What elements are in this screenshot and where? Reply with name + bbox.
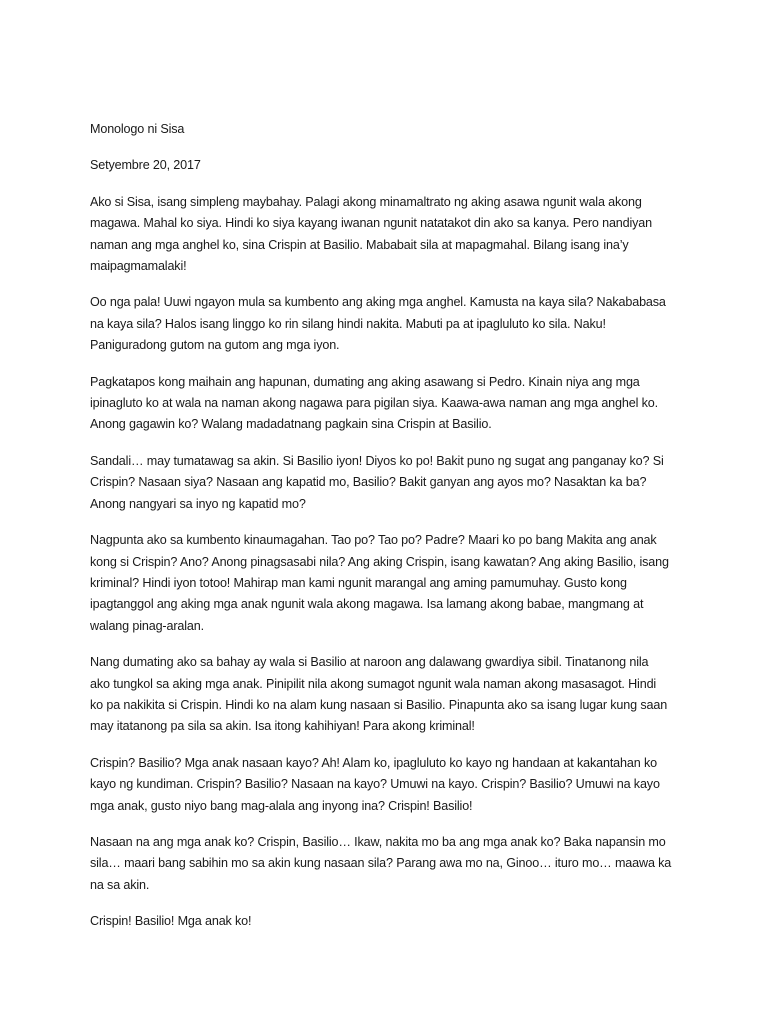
paragraph-9 [90,911,680,932]
paragraph-line: magawa. Mahal ko siya. Hindi ko siya kayang iwanan ngunit natatakot din ako sa kanya. Pero nandiyan [90,216,653,231]
paragraph-line: Crispin! Basilio! Mga anak ko! [90,914,252,929]
document-body [90,119,680,948]
paragraph-8 [90,832,680,896]
paragraph-line: may itatanong pa sila sa akin. Isa itong kahihiyan! Para akong kriminal! [90,719,475,734]
paragraph-line: Nagpunta ako sa kumbento kinaumagahan. Tao po? Tao po? Padre? Maari ko po bang Makita ang anak [90,533,657,548]
paragraph-line: ipagtanggol ang aking mga anak ngunit wala akong magawa. Isa lamang akong babae, mangmang at [90,597,644,612]
paragraph-1 [90,192,680,278]
paragraph-line: Paniguradong gutom na gutom ang mga iyon. [90,338,340,353]
paragraph-line: Ako si Sisa, isang simpleng maybahay. Palagi akong minamaltrato ng aking asawa ngunit wala akong [90,194,642,209]
paragraph-6 [90,652,680,738]
paragraph-line: sila… maari bang sabihin mo sa akin kung nasaan sila? Parang awa mo na, Ginoo… ituro mo… maawa ka [90,856,672,871]
paragraph-line: Nang dumating ako sa bahay ay wala si Basilio at naroon ang dalawang gwardiya sibil. Tinatanong nila [90,655,649,670]
paragraph-line: maipagmamalaki! [90,259,187,274]
paragraph-line: ako tungkol sa aking mga anak. Pinipilit nila akong sumagot ngunit wala naman akong masasagot. Hindi [90,676,657,691]
paragraph-line: kong si Crispin? Ano? Anong pinagsasabi nila? Ang aking Crispin, isang kawatan? Ang aking Basilio, isang [90,554,669,569]
paragraph-line: Anong gagawin ko? Walang madadatnang pagkain sina Crispin at Basilio. [90,417,492,432]
paragraph-line: Crispin? Nasaan siya? Nasaan ang kapatid mo, Basilio? Bakit ganyan ang ayos mo? Nasaktan ka ba? [90,475,647,490]
paragraph-line: ko pa nakikita si Crispin. Hindi ko na alam kung nasaan si Basilio. Pinapunta ako sa isang lugar kung saan [90,697,668,712]
document-date: Setyembre 20, 2017 [90,158,201,173]
paragraph-line: na sa akin. [90,877,150,892]
paragraph-line: walang pinag-aralan. [90,618,204,633]
paragraph-line: naman ang mga anghel ko, sina Crispin at Basilio. Mababait sila at mapagmahal. Bilang isang ina’y [90,237,629,252]
paragraph-line: kayo ng kundiman. Crispin? Basilio? Nasaan na kayo? Umuwi na kayo. Crispin? Basilio? Umuwi na kayo [90,777,660,792]
paragraph-line: ipinagluto ko at wala na naman akong nagawa para pigilan siya. Kaawa-awa naman ang mga anghel ko. [90,396,658,411]
paragraph-line: Oo nga pala! Uuwi ngayon mula sa kumbento ang aking mga anghel. Kamusta na kaya sila? Nakababasa [90,295,666,310]
paragraph-line: Sandali… may tumatawag sa akin. Si Basilio iyon! Diyos ko po! Bakit puno ng sugat ang panganay ko? Si [90,453,664,468]
paragraph-7 [90,753,680,817]
paragraph-line: na kaya sila? Halos isang linggo ko rin silang hindi nakita. Mabuti pa at ipagluluto ko sila. Naku! [90,316,606,331]
paragraph-line: kriminal? Hindi iyon totoo! Mahirap man kami ngunit marangal ang aming pamumuhay. Gusto kong [90,575,627,590]
document-title: Monologo ni Sisa [90,122,185,136]
paragraph-4 [90,451,680,515]
paragraph-line: Nasaan na ang mga anak ko? Crispin, Basilio… Ikaw, nakita mo ba ang mga anak ko? Baka napansin mo [90,834,666,849]
paragraph-5 [90,530,680,637]
paragraph-2 [90,292,680,356]
paragraph-line: Crispin? Basilio? Mga anak nasaan kayo? Ah! Alam ko, ipagluluto ko kayo ng handaan at kakantahan ko [90,755,657,770]
paragraph-line: Anong nangyari sa inyo ng kapatid mo? [90,496,306,511]
paragraph-line: mga anak, gusto niyo bang mag-alala ang inyong ina? Crispin! Basilio! [90,798,473,813]
paragraph-line: Pagkatapos kong maihain ang hapunan, dumating ang aking asawang si Pedro. Kinain niya ang mga [90,374,640,389]
paragraph-3 [90,372,680,436]
